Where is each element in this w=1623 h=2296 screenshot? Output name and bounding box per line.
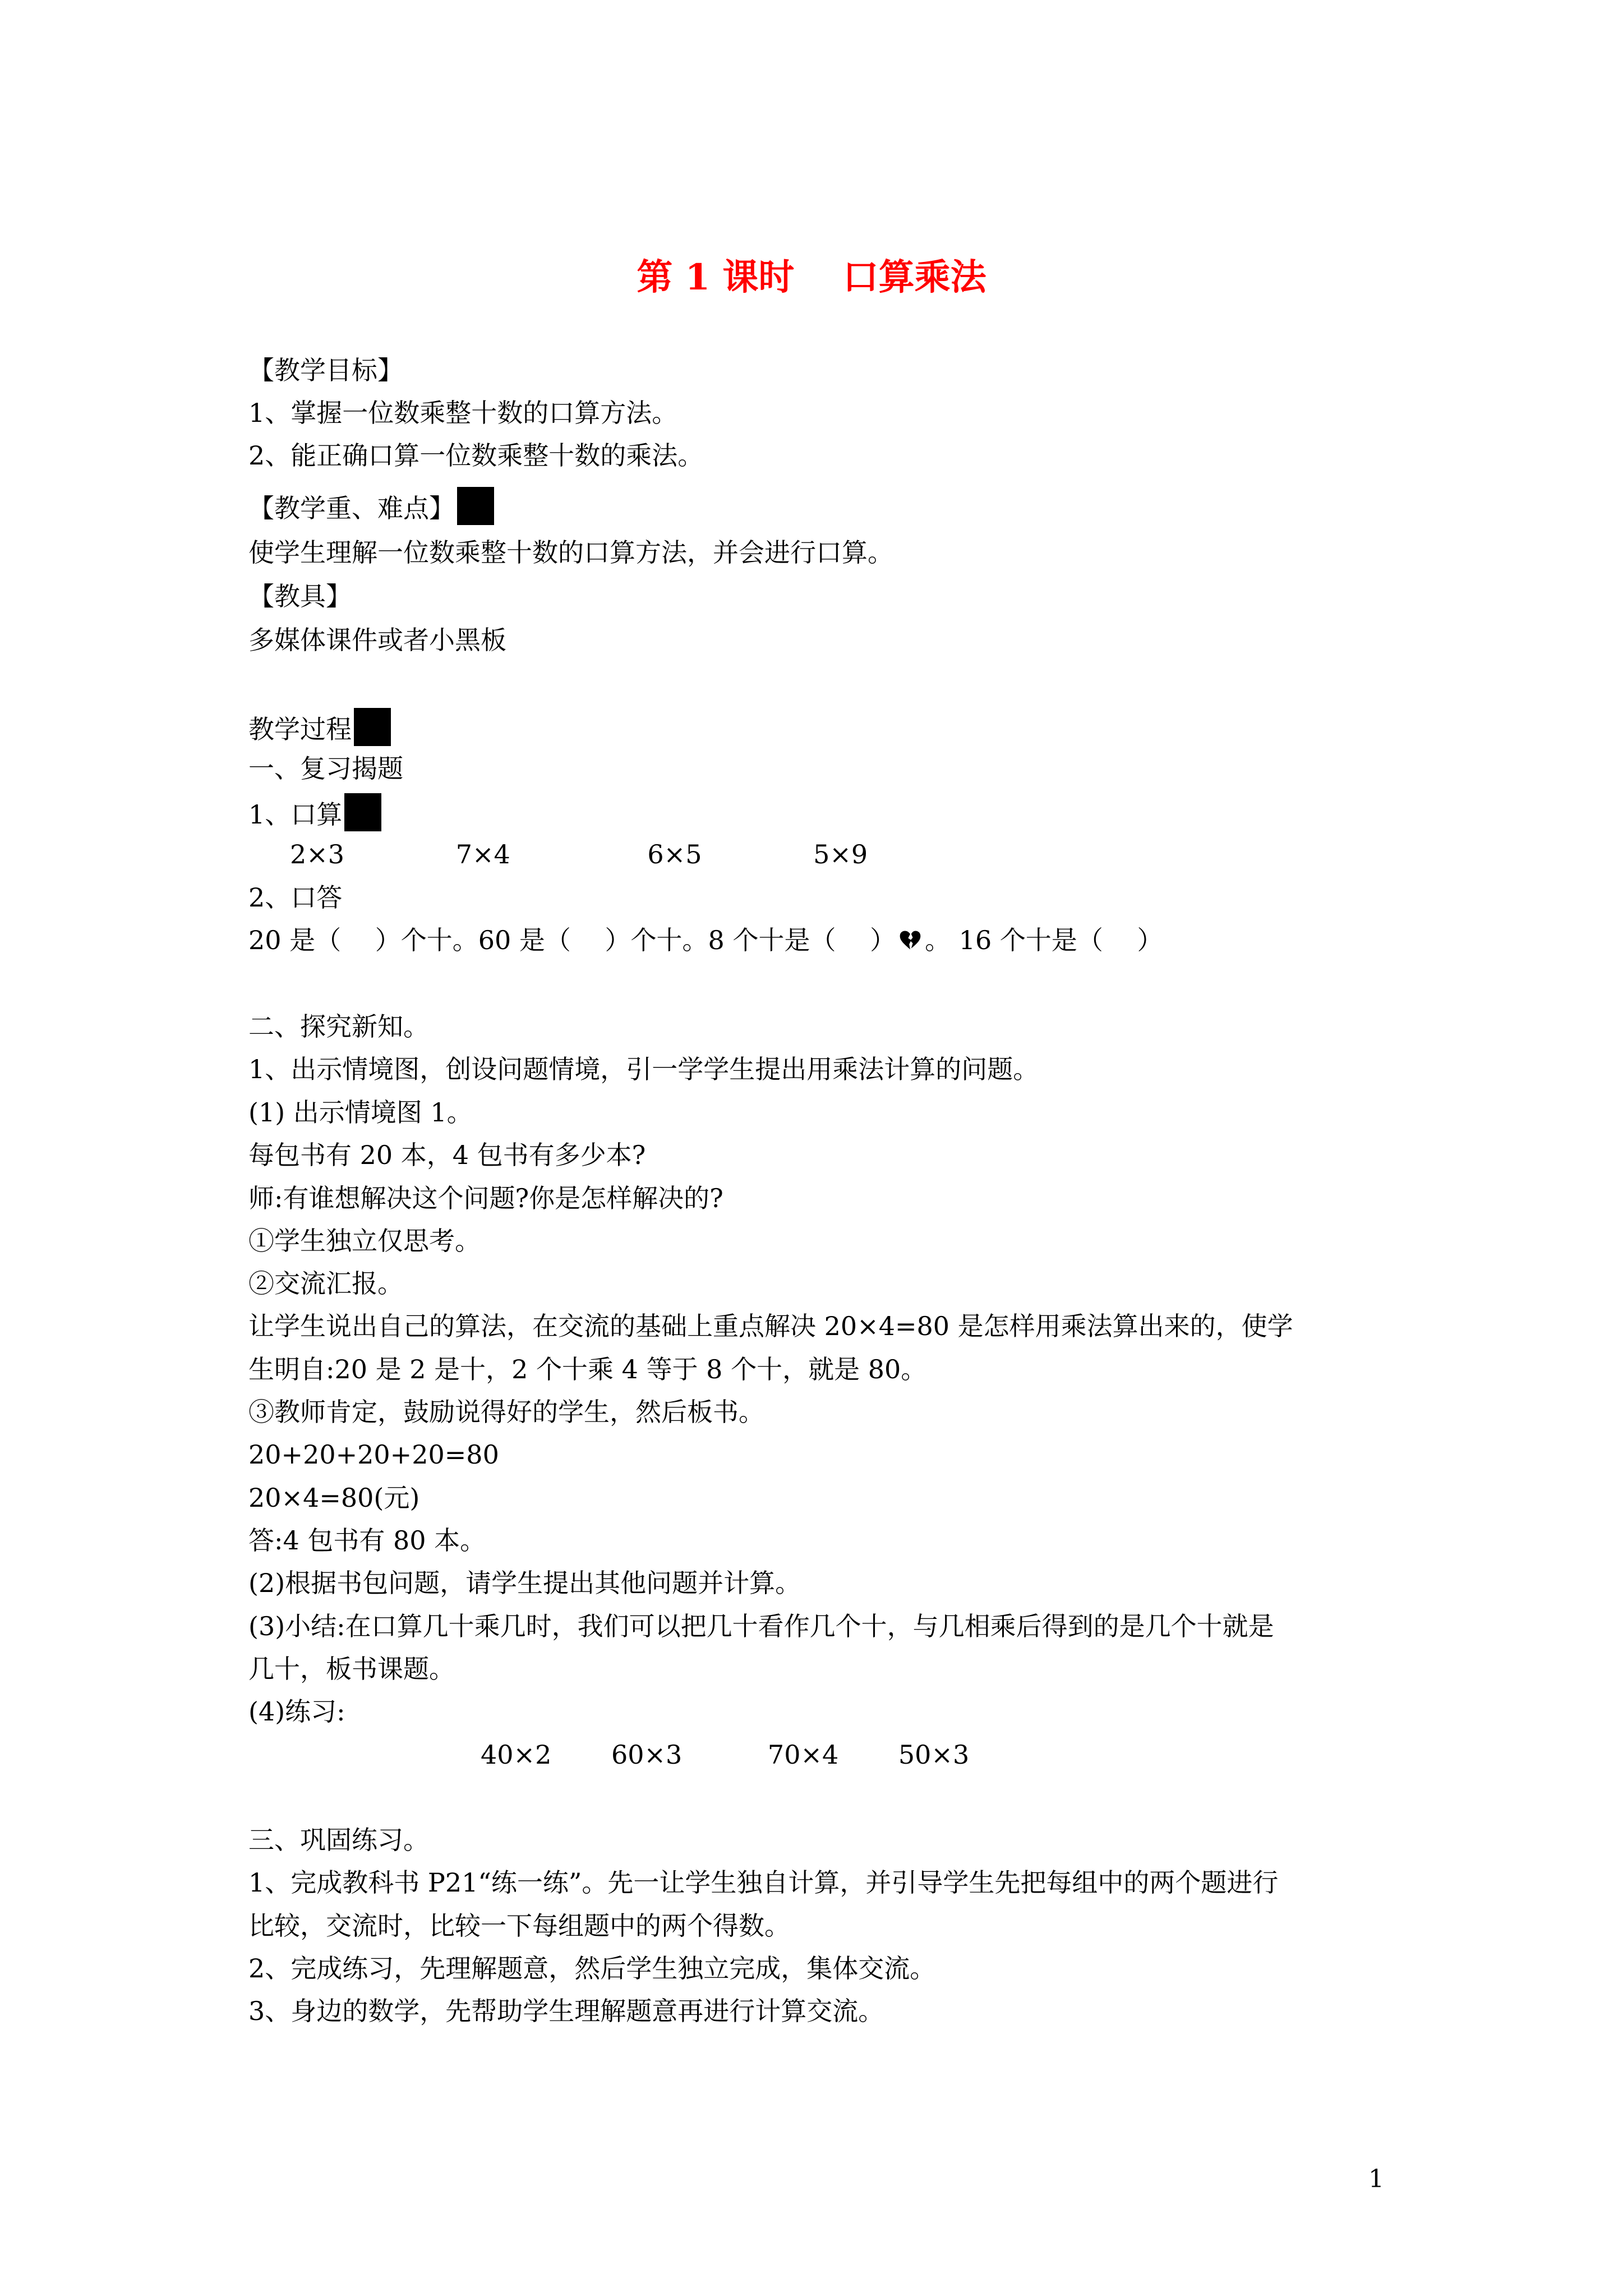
oral-calc-exercises: 2×3 7×4 6×5 5×9 bbox=[290, 839, 868, 869]
process-heading-row bbox=[248, 708, 391, 746]
step-1-text: 1、出示情境图，创设问题情境，引一学学生提出用乘法计算的问题。 bbox=[248, 1054, 1039, 1084]
page-number: 1 bbox=[1368, 2165, 1384, 2193]
part-2-heading: 二、探究新知。 bbox=[248, 1011, 429, 1042]
practice-exercises: 40×2 60×3 70×4 50×3 bbox=[481, 1740, 970, 1770]
consolidation-1-line-2: 比较，交流时，比较一下每组题中的两个得数。 bbox=[248, 1911, 790, 1941]
section-heading-objectives: 【教学目标】 bbox=[248, 355, 403, 385]
equation-multiplication: 20×4=80(元) bbox=[248, 1483, 420, 1513]
section-heading-key-points: 【教学重、难点】 bbox=[248, 493, 455, 523]
activity-2: ②交流汇报。 bbox=[248, 1268, 403, 1299]
consolidation-3: 3、身边的数学，先帮助学生理解题意再进行计算交流。 bbox=[248, 1996, 884, 2026]
summary-line-1: (3)小结:在口算几十乘几时，我们可以把几十看作几个十，与几相乘后得到的是几个十就是 bbox=[248, 1611, 1274, 1641]
activity-1: ①学生独立仅思考。 bbox=[248, 1226, 481, 1256]
answer-line: 答:4 包书有 80 本。 bbox=[248, 1525, 486, 1556]
oral-answer-questions bbox=[248, 923, 1163, 957]
equation-addition: 20+20+20+20=80 bbox=[248, 1439, 499, 1470]
activity-3: ③教师肯定，鼓励说得好的学生，然后板书。 bbox=[248, 1397, 764, 1427]
page-title: 第 1 课时 口算乘法 bbox=[637, 256, 986, 298]
step-1-sub-2: (2)根据书包问题，请学生提出其他问题并计算。 bbox=[248, 1568, 801, 1598]
consolidation-1-line-1: 1、完成教科书 P21“练一练”。先一让学生独自计算，并引导学生先把每组中的两个题进行 bbox=[248, 1867, 1279, 1898]
redaction-block bbox=[354, 708, 391, 746]
section-heading-process: 教学过程 bbox=[248, 714, 352, 744]
summary-line-2: 几十，板书课题。 bbox=[248, 1654, 455, 1684]
step-1-sub-1: (1) 出示情境图 1。 bbox=[248, 1097, 473, 1128]
key-points-text: 使学生理解一位数乘整十数的口算方法，并会进行口算。 bbox=[248, 537, 893, 568]
oral-answer-part-1: 20 是（ ）个十。60 是（ ）个十。8 个十是（ ） bbox=[248, 925, 896, 955]
section-heading-teaching-aids: 【教具】 bbox=[248, 581, 352, 611]
oral-answer-part-2: 。 16 个十是（ ） bbox=[925, 925, 1163, 955]
teacher-question: 师:有谁想解决这个问题?你是怎样解决的? bbox=[248, 1183, 723, 1213]
teaching-aids-text: 多媒体课件或者小黑板 bbox=[248, 625, 506, 655]
redaction-block bbox=[457, 487, 494, 525]
word-problem: 每包书有 20 本，4 包书有多少本? bbox=[248, 1140, 646, 1170]
oral-calc-label: 1、口算 bbox=[248, 799, 343, 830]
key-points-heading-row bbox=[248, 487, 494, 525]
redaction-block bbox=[344, 793, 381, 831]
oral-answer-label: 2、口答 bbox=[248, 882, 343, 913]
explanation-line-2: 生明自:20 是 2 是十，2 个十乘 4 等于 8 个十，就是 80。 bbox=[248, 1354, 927, 1384]
part-1-heading: 一、复习揭题 bbox=[248, 753, 403, 784]
part-3-heading: 三、巩固练习。 bbox=[248, 1825, 429, 1855]
broken-heart-icon bbox=[898, 928, 923, 953]
explanation-line-1: 让学生说出自己的算法，在交流的基础上重点解决 20×4=80 是怎样用乘法算出来的，使学 bbox=[248, 1311, 1293, 1341]
consolidation-2: 2、完成练习，先理解题意，然后学生独立完成，集体交流。 bbox=[248, 1953, 936, 1984]
practice-label: (4)练习: bbox=[248, 1696, 345, 1727]
objective-1: 1、掌握一位数乘整十数的口算方法。 bbox=[248, 398, 678, 428]
oral-calc-row bbox=[248, 793, 381, 831]
objective-2: 2、能正确口算一位数乘整十数的乘法。 bbox=[248, 440, 704, 471]
